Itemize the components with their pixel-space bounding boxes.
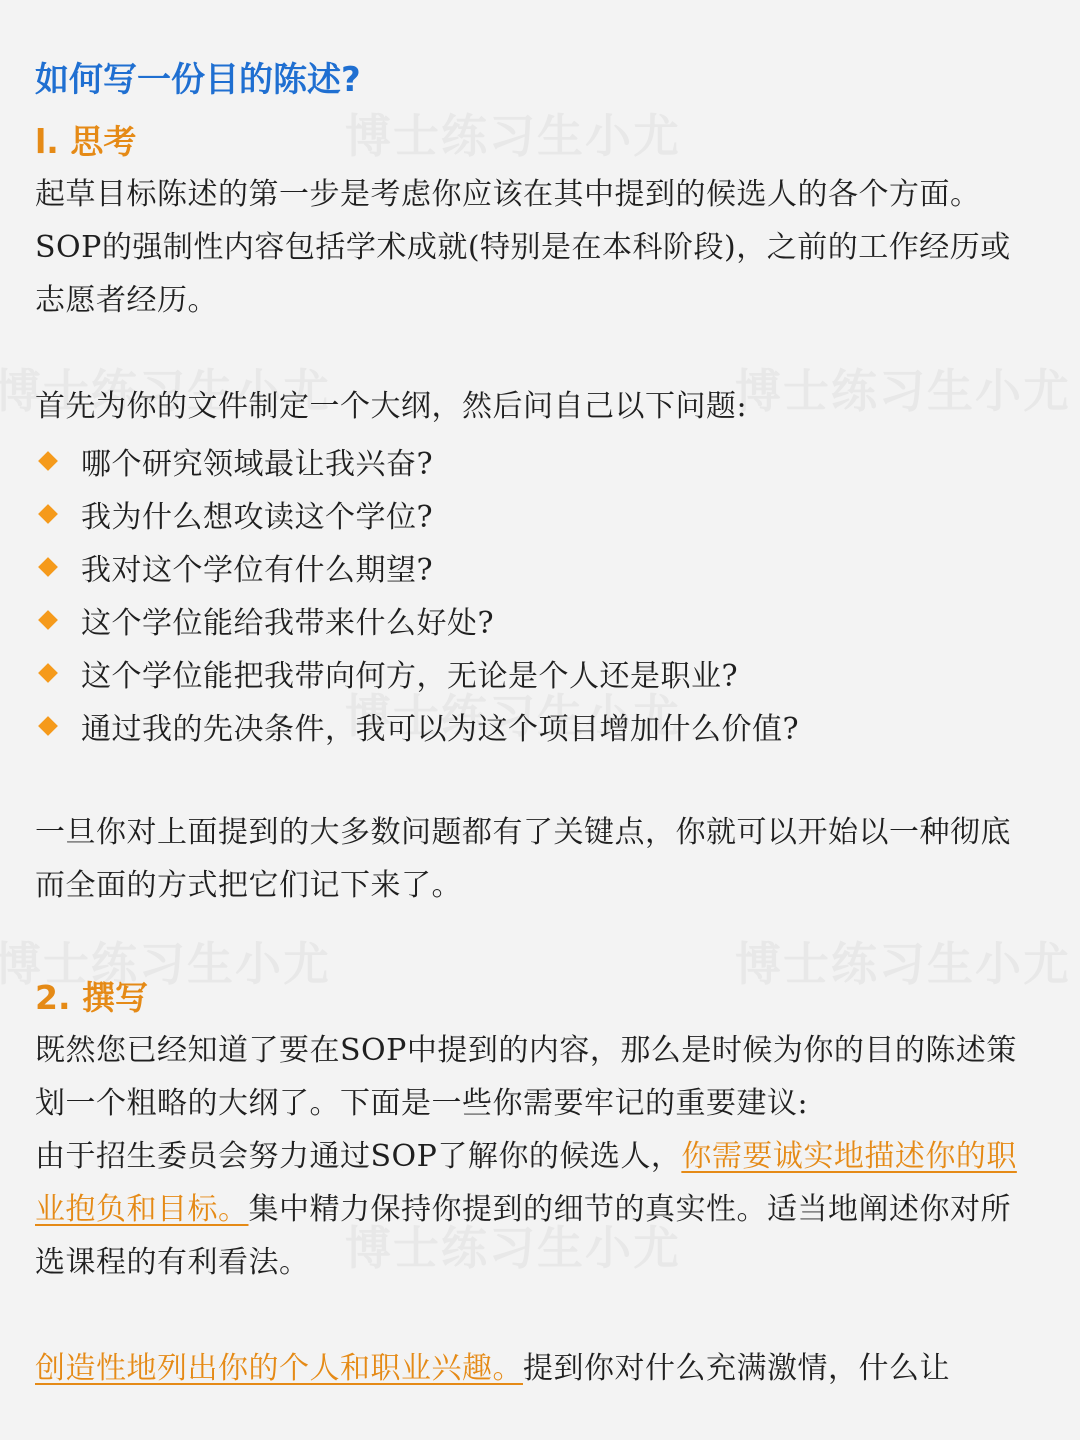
question-text: 这个学位能给我带来什么好处? xyxy=(81,605,495,641)
list-item xyxy=(35,646,1040,699)
highlighted-text: 你需要诚实地描述你的职业抱负和目标。 xyxy=(35,1139,1017,1227)
page-title: 如何写一份目的陈述? xyxy=(35,60,361,100)
question-text: 我对这个学位有什么期望? xyxy=(81,552,434,588)
watermark xyxy=(735,928,1071,994)
section-heading-write: 2. 撰写 xyxy=(35,978,148,1017)
diamond-bullet-icon xyxy=(38,557,58,577)
paragraph-interests xyxy=(35,1342,1040,1395)
question-text: 通过我的先决条件，我可以为这个项目增加什么价值? xyxy=(81,711,800,747)
diamond-bullet-icon xyxy=(38,504,58,524)
list-item xyxy=(35,593,1040,646)
paragraph-text: 集中精力保持你提到的细节的真实性。适当地阐述你对所选课程的有利看法。 xyxy=(35,1192,1011,1280)
paragraph-outline: 首先为你的文件制定一个大纲，然后问自己以下问题: xyxy=(35,389,748,424)
list-item xyxy=(35,487,1040,540)
paragraph-intro: 起草目标陈述的第一步是考虑你应该在其中提到的候选人的各个方面。SOP的强制性内容包括学术成就(特别是在本科阶段)，之前的工作经历或志愿者经历。 xyxy=(35,177,1011,318)
paragraph-honesty xyxy=(35,1130,1040,1289)
paragraph-text: 由于招生委员会努力通过SOP了解你的候选人， xyxy=(35,1139,682,1174)
list-item xyxy=(35,434,1040,487)
paragraph-summary: 一旦你对上面提到的大多数问题都有了关键点，你就可以开始以一种彻底而全面的方式把它们记下来了。 xyxy=(35,815,1011,903)
diamond-bullet-icon xyxy=(38,451,58,471)
question-text: 我为什么想攻读这个学位? xyxy=(81,499,434,535)
section-heading-think: l. 思考 xyxy=(35,122,137,161)
diamond-bullet-icon xyxy=(38,663,58,683)
question-text: 哪个研究领域最让我兴奋? xyxy=(81,446,434,482)
question-text: 这个学位能把我带向何方，无论是个人还是职业? xyxy=(81,658,739,694)
list-item xyxy=(35,699,1040,752)
highlighted-text: 创造性地列出你的个人和职业兴趣。 xyxy=(35,1351,523,1386)
list-item xyxy=(35,540,1040,593)
diamond-bullet-icon xyxy=(38,610,58,630)
paragraph-writing-intro: 既然您已经知道了要在SOP中提到的内容，那么是时候为你的目的陈述策划一个粗略的大纲了。下面是一些你需要牢记的重要建议: xyxy=(35,1033,1017,1121)
paragraph-text: 提到你对什么充满激情，什么让 xyxy=(523,1351,950,1386)
diamond-bullet-icon xyxy=(38,716,58,736)
watermark xyxy=(345,100,681,166)
question-list xyxy=(35,434,1040,752)
